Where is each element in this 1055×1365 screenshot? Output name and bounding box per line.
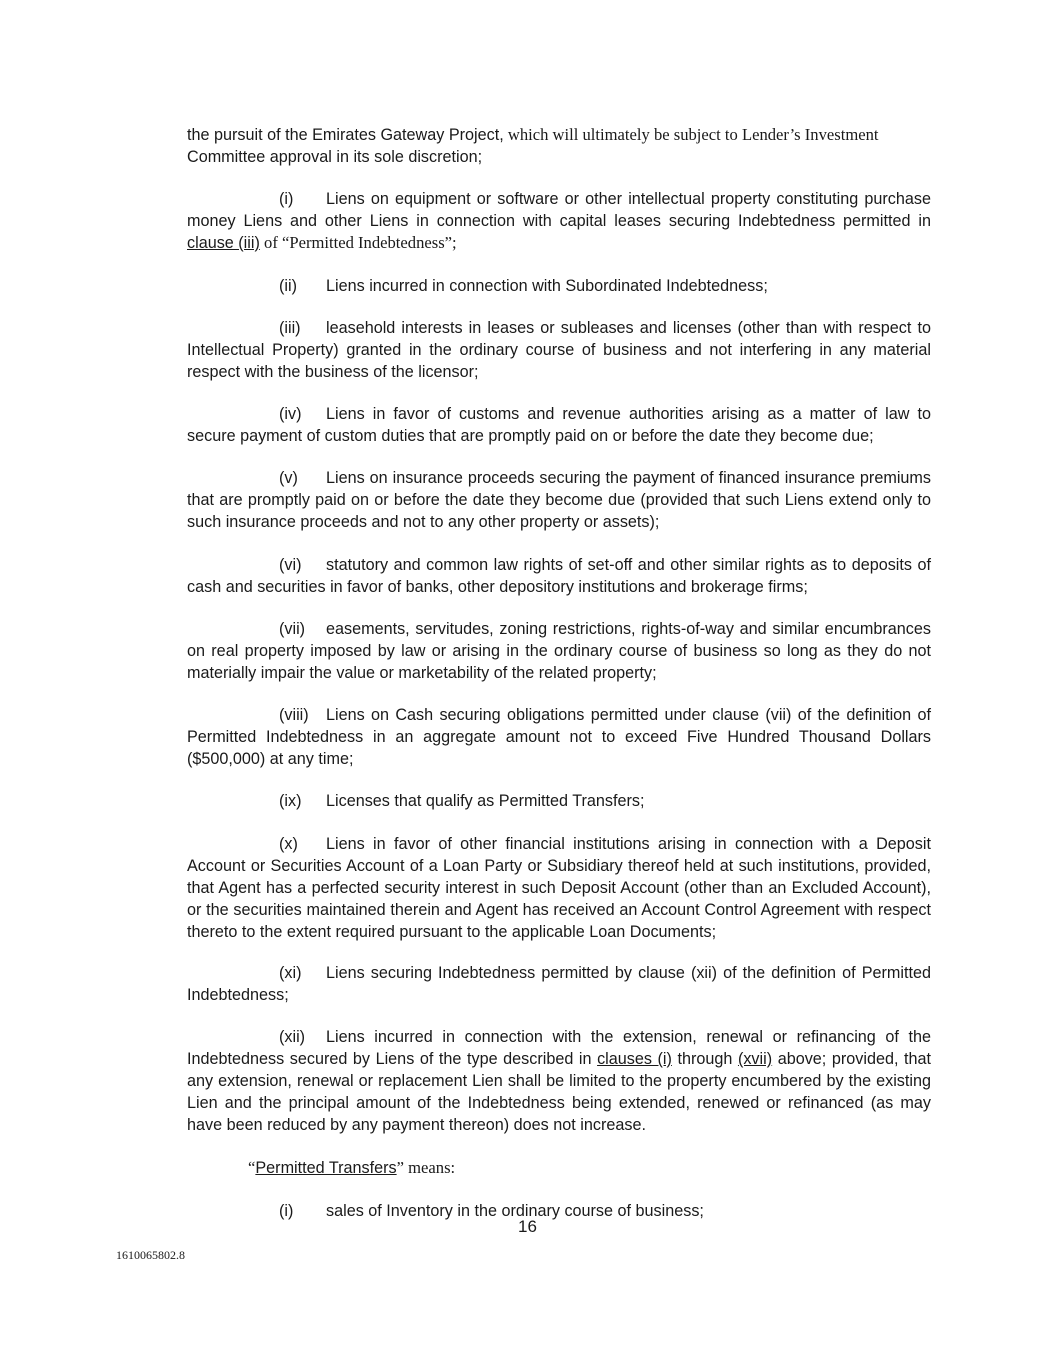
clause-text: Liens on insurance proceeds securing the payment of financed insurance premiums that are promptly paid on or before the date they become due (provided that such Liens extend only to such insurance proceeds and not to any other property or assets); — [187, 469, 931, 531]
clause-viii — [187, 704, 931, 770]
clause-number: (viii) — [279, 706, 309, 724]
means-text: ” means: — [396, 1158, 456, 1177]
clause-text: Liens on Cash securing obligations permitted under clause (vii) of the definition of Permitted Indebtedness in an aggregate amount not to exceed Five Hundred Thousand Dollars ($500,000) at any time; — [187, 706, 931, 768]
clause-ii — [279, 275, 768, 297]
clause-text: statutory and common law rights of set-off and other similar rights as to deposits of cash and securities in favor of banks, other depository institutions and brokerage firms; — [187, 556, 931, 596]
clause-text: Liens in favor of other financial institutions arising in connection with a Deposit Account or Securities Account of a Loan Party or Subsidiary thereof held at such institutions, provided, that Agent has a perfected security interest in such Deposit Account (other than an Excluded Account), or the securities maintained therein and Agent has received an Account Control Agreement with respect thereto to the extent required pursuant to the applicable Loan Documents; — [187, 835, 931, 941]
clause-number: (i) — [279, 1202, 294, 1220]
clause-number: (vi) — [279, 556, 302, 574]
defined-term: Permitted Transfers — [255, 1159, 397, 1177]
clause-text: Liens securing Indebtedness permitted by clause (xii) of the definition of Permitted Indebtedness; — [187, 964, 931, 1004]
clause-text: leasehold interests in leases or subleases and licenses (other than with respect to Intellectual Property) granted in the ordinary course of business and not interfering in any material respect with the business of the licensor; — [187, 319, 931, 381]
clause-text: Liens on equipment or software or other intellectual property constituting purchase money Liens and other Liens in connection with capital leases securing Indebtedness permitted in — [187, 190, 931, 230]
clause-text-tail: of “Permitted Indebtedness”; — [259, 233, 457, 252]
clause-vi — [187, 554, 931, 598]
permitted-transfers-heading — [248, 1157, 455, 1179]
clause-number: (i) — [279, 190, 294, 208]
clause-text: Liens incurred in connection with Subordinated Indebtedness; — [326, 277, 768, 295]
clause-i — [187, 188, 931, 254]
clause-vii — [187, 618, 931, 684]
clause-reference-link[interactable]: (xvii) — [737, 1050, 773, 1068]
clause-v — [187, 467, 931, 533]
clause-reference-link[interactable]: clauses (i) — [597, 1050, 672, 1068]
clause-number: (x) — [279, 835, 298, 853]
clause-text: Liens in favor of customs and revenue authorities arising as a matter of law to secure payment of custom duties that are promptly paid on or before the date they become due; — [187, 405, 931, 445]
clause-text: sales of Inventory in the ordinary course of business; — [326, 1202, 704, 1220]
clause-ix — [279, 790, 645, 812]
clause-number: (v) — [279, 469, 298, 487]
document-id: 1610065802.8 — [116, 1248, 185, 1262]
clause-reference-link[interactable]: clause (iii) — [187, 234, 260, 252]
page-number: 16 — [518, 1217, 537, 1236]
clause-number: (ix) — [279, 792, 302, 810]
intro-text-part1: the pursuit of the Emirates Gateway Project, — [187, 126, 504, 144]
open-quote: “ — [248, 1158, 256, 1177]
clause-number: (xii) — [279, 1028, 306, 1046]
clause-text: above; provided, that any extension, renewal or replacement Lien shall be limited to the property encumbered by the existing Lien and the principal amount of the Indebtedness being extended, renewed or refinanced (as may have been reduced by any payment thereon) does not increase. — [187, 1050, 932, 1134]
intro-paragraph — [187, 124, 931, 168]
clause-number: (vii) — [279, 620, 306, 638]
clause-number: (iii) — [279, 319, 301, 337]
clause-text: Liens incurred in connection with the extension, renewal or refinancing of the Indebtedness secured by Liens of the type described in — [187, 1028, 931, 1068]
intro-text-part2: which will ultimately be subject to Lender’s Investment — [503, 125, 879, 144]
clause-iv — [187, 403, 931, 447]
clause-number: (ii) — [279, 277, 297, 295]
clause-text: through — [671, 1050, 738, 1068]
clause-x — [187, 833, 931, 943]
clause-xi — [187, 962, 931, 1006]
clause-number: (xi) — [279, 964, 302, 982]
clause-text: easements, servitudes, zoning restrictions, rights-of-way and similar encumbrances on real property imposed by law or arising in the ordinary course of business so long as they do not materially impair the value or marketability of the related property; — [187, 620, 931, 682]
intro-text-part3: Committee approval in its sole discretion; — [187, 148, 483, 166]
clause-text: Licenses that qualify as Permitted Transfers; — [326, 792, 645, 810]
clause-number: (iv) — [279, 405, 302, 423]
clause-xii — [187, 1026, 931, 1136]
clause-iii — [187, 317, 931, 383]
